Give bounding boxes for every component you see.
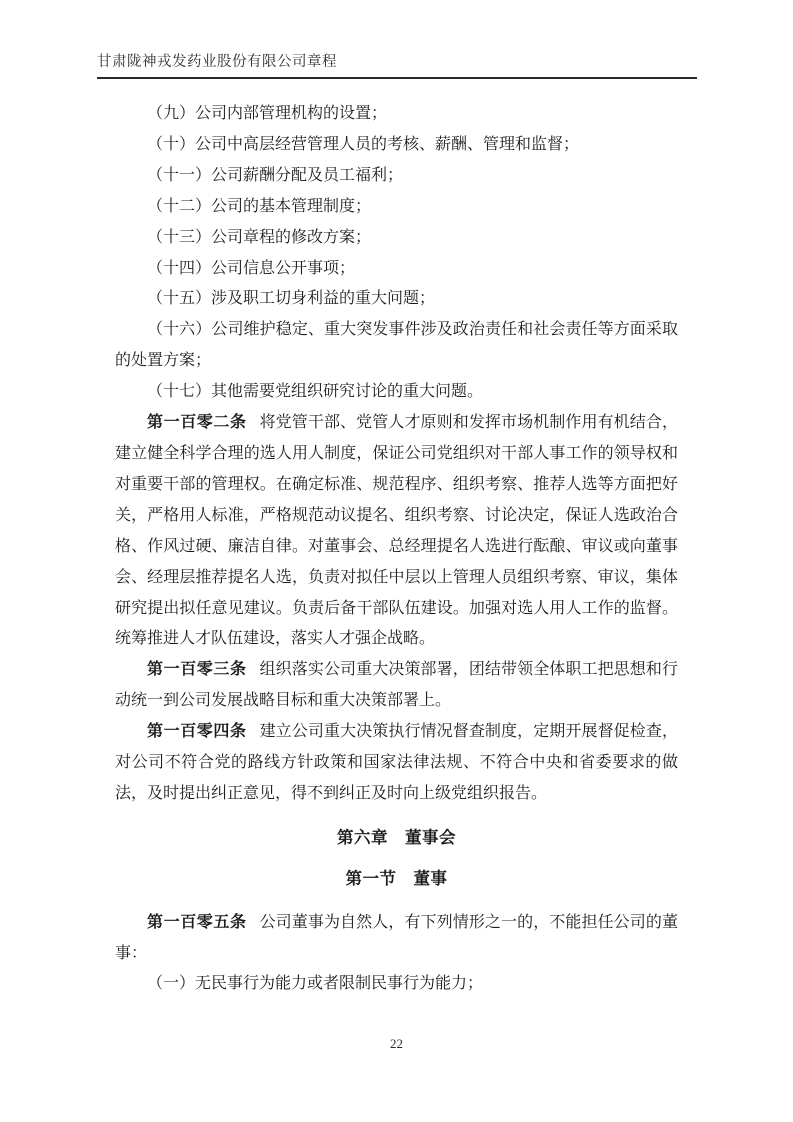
list-item: （十一）公司薪酬分配及员工福利； xyxy=(147,166,404,184)
chapter-heading: 第六章 董事会 xyxy=(337,828,456,847)
document-body xyxy=(115,99,678,1000)
list-item: （十四）公司信息公开事项； xyxy=(147,259,356,277)
page-number: 22 xyxy=(390,1036,403,1051)
article-paragraph xyxy=(115,717,678,810)
article-number: 第一百零二条 xyxy=(147,414,247,432)
article-text: 组织落实公司重大决策部署，团结带领全体职工把思想和行动统一到公司发展战略目标和重大决策部署上。 xyxy=(115,661,678,710)
list-item: （一）无民事行为能力或者限制民事行为能力； xyxy=(147,975,484,993)
section-heading: 第一节 董事 xyxy=(345,869,448,888)
article-paragraph xyxy=(115,408,678,655)
article-paragraph xyxy=(115,655,678,717)
page-footer xyxy=(0,1036,793,1052)
list-item: （十）公司中高层经营管理人员的考核、薪酬、管理和监督； xyxy=(147,135,580,153)
article-text: 建立公司重大决策执行情况督查制度，定期开展督促检查，对公司不符合党的路线方针政策和国家法律法规、不符合中央和省委要求的做法，及时提出纠正意见，得不到纠正及时向上级党组织报告。 xyxy=(115,723,678,802)
article-text: 将党管干部、党管人才原则和发挥市场机制作用有机结合，建立健全科学合理的选人用人制度，保证公司党组织对干部人事工作的领导权和对重要干部的管理权。在确定标准、规范程序、组织考察、推荐人选等方面把好关，严格用人标准，严格规范动议提名、组织考察、讨论决定，保证人选政治合格、作风过硬、廉洁自律。对董事会、总经理提名人选进行酝酿、审议或向董事会、经理层推荐提名人选，负责对拟任中层以上管理人员组织考察、审议，集体研究提出拟任意见建议。负责后备干部队伍建设。加强对选人用人工作的监督。统筹推进人才队伍建设，落实人才强企战略。 xyxy=(115,414,678,648)
list-item: （十七）其他需要党组织研究讨论的重大问题。 xyxy=(147,383,484,401)
list-item: （十五）涉及职工切身利益的重大问题； xyxy=(147,290,436,308)
list-item: （十二）公司的基本管理制度； xyxy=(147,197,372,215)
article-text: 公司董事为自然人，有下列情形之一的，不能担任公司的董事： xyxy=(115,913,678,962)
list-item: （十六）公司维护稳定、重大突发事件涉及政治责任和社会责任等方面采取的处置方案； xyxy=(115,321,678,370)
list-item: （九）公司内部管理机构的设置； xyxy=(147,105,388,122)
list-item: （十三）公司章程的修改方案； xyxy=(147,228,372,246)
article-number: 第一百零四条 xyxy=(147,723,247,741)
article-number: 第一百零五条 xyxy=(147,913,247,931)
article-paragraph xyxy=(115,908,678,970)
article-number: 第一百零三条 xyxy=(147,661,247,679)
page-header xyxy=(97,52,697,79)
header-title: 甘肃陇神戎发药业股份有限公司章程 xyxy=(97,54,337,70)
